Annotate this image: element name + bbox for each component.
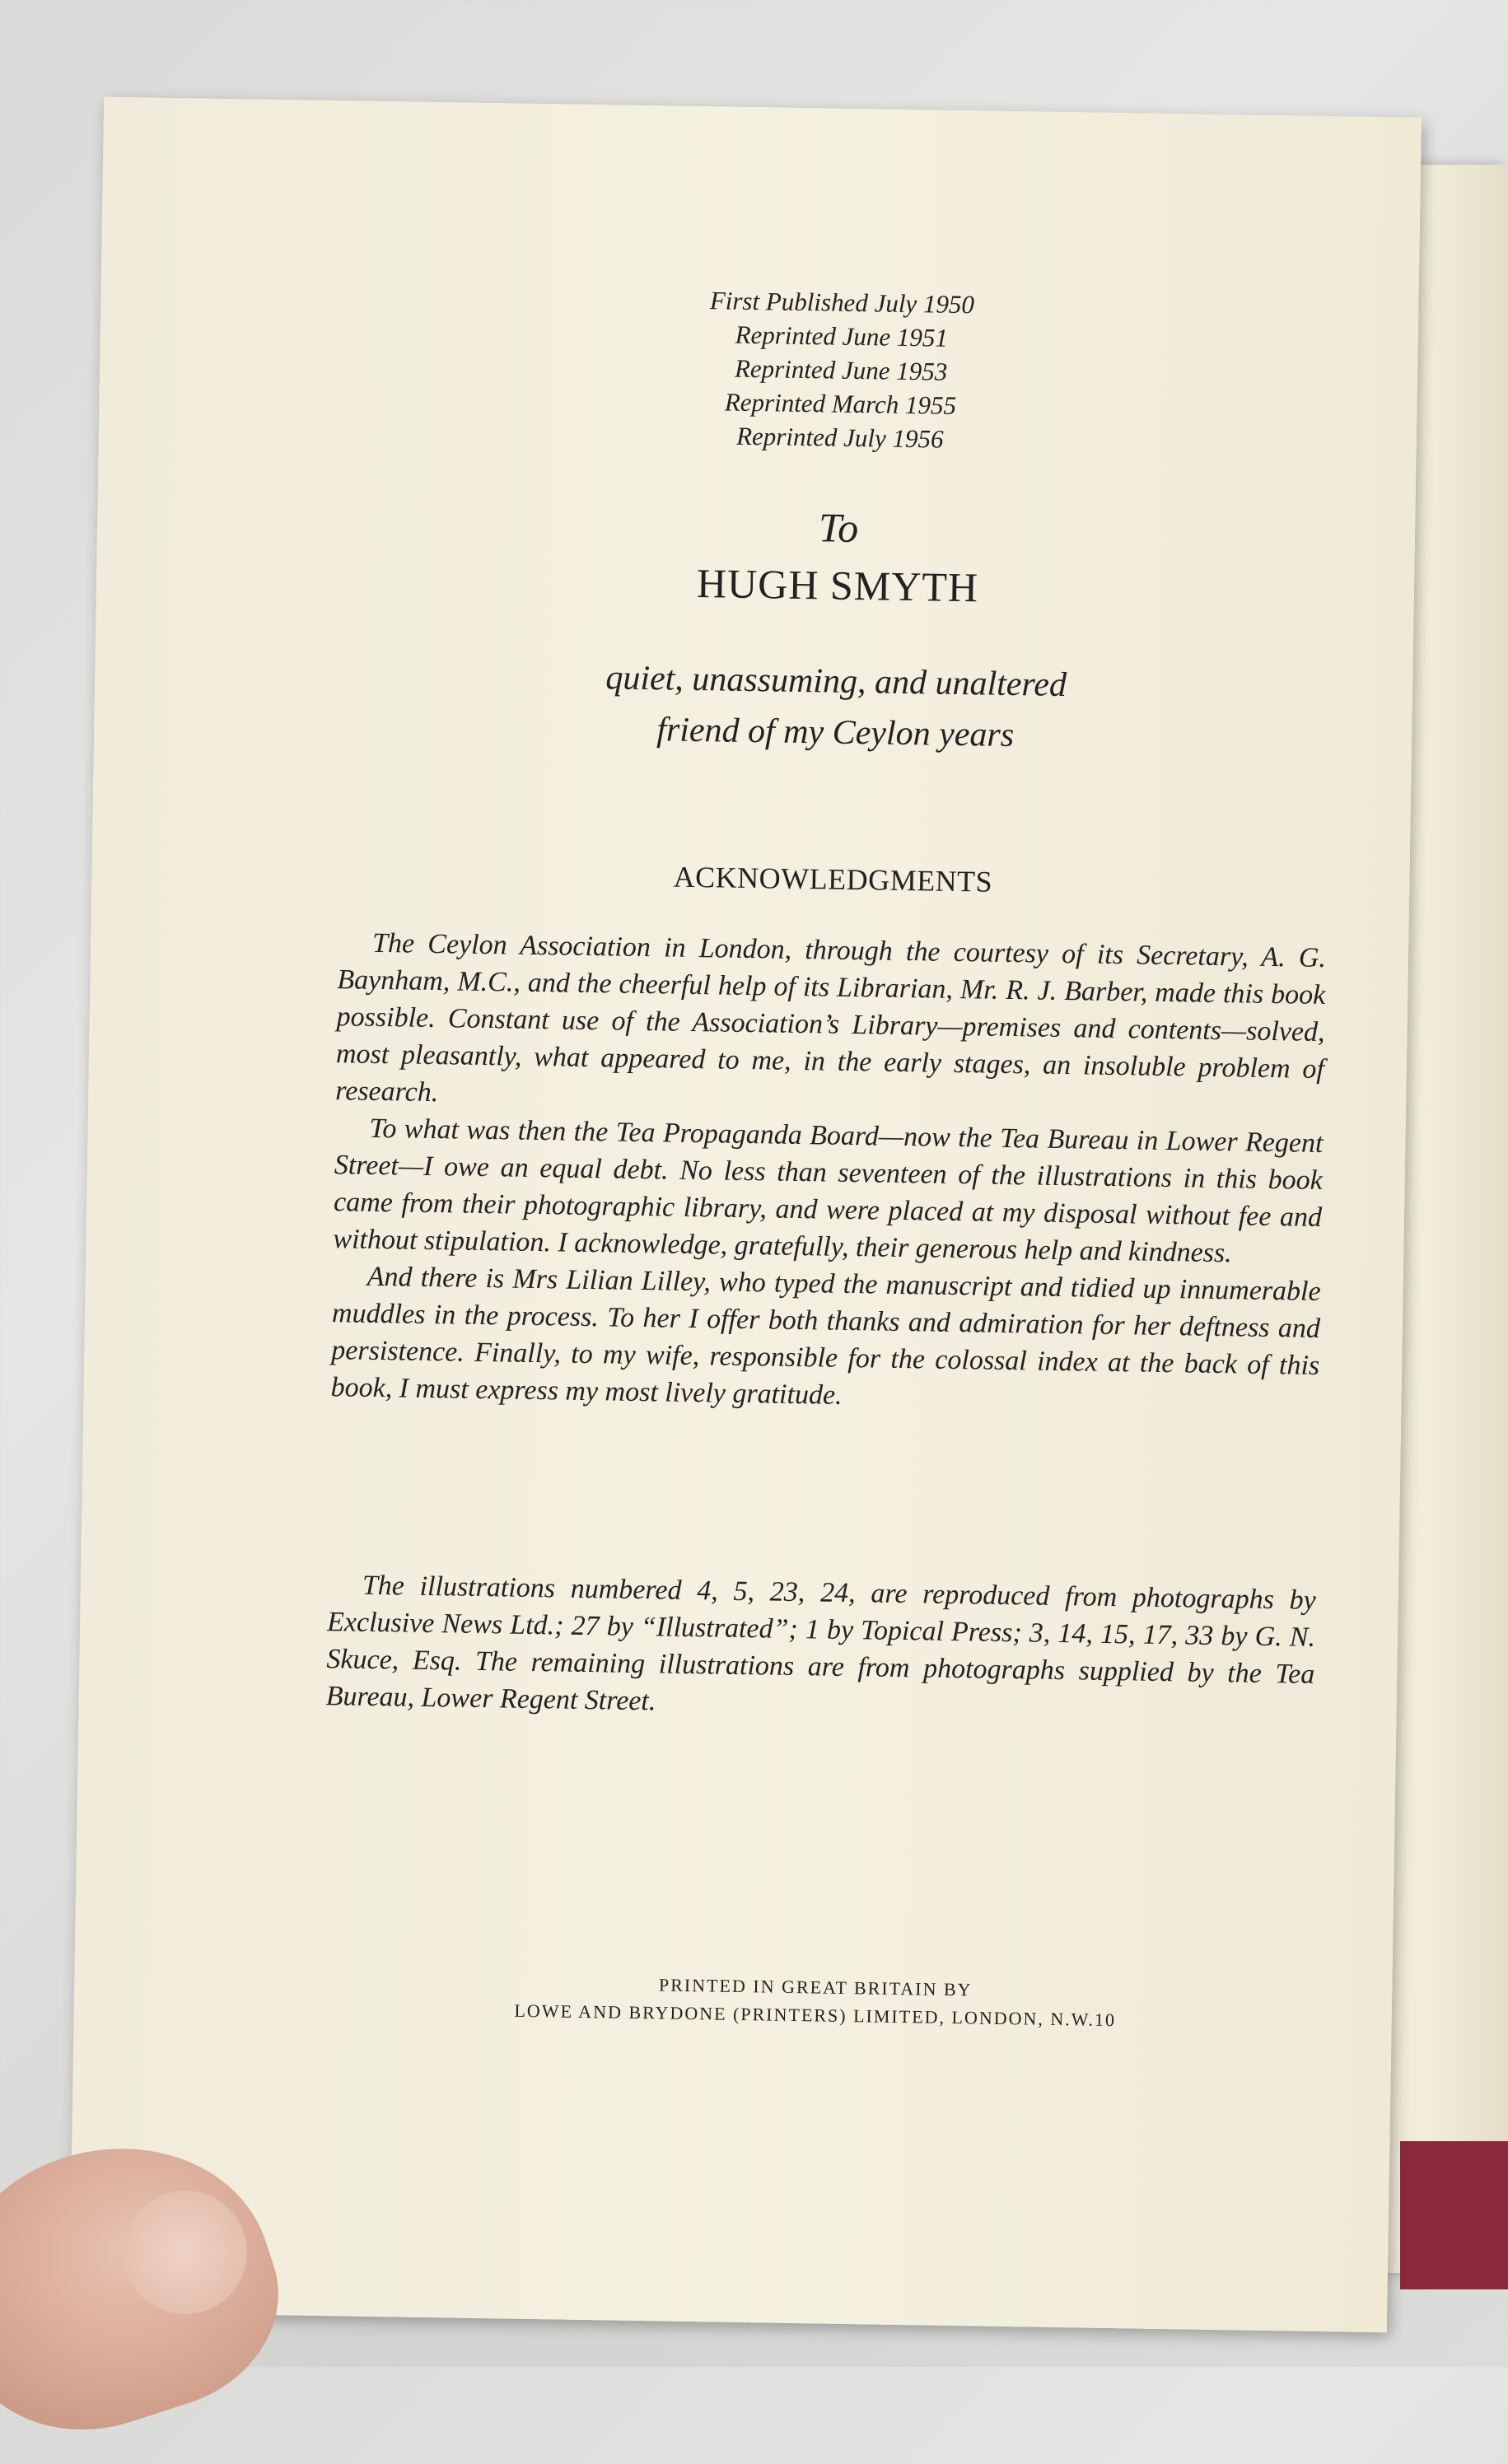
acknowledgments-paragraph: And there is Mrs Lilian Lilley, who typed the manuscript and tidied up innumerable muddles in the process. To her I offer both thanks and admiration for her deftness and persistence. Finally, to my wife, responsible for the colossal index at the back of this book, I must express my most lively gratitude. [330, 1261, 1321, 1411]
acknowledgments-paragraph: The Ceylon Association in London, through the courtesy of its Secretary, A. G. Baynham, M.C., and the cheerful help of its Librarian, Mr. R. J. Barber, made this book possible. Constant use of the Association’s Library—premises and contents—solved, most pleasantly, what appeared to me, in the early stages, an insoluble problem of research. [335, 927, 1327, 1108]
printer-imprint [239, 1964, 1393, 2038]
acknowledgments-heading: ACKNOWLEDGMENTS [673, 860, 993, 898]
dedication-line: quiet, unassuming, and unaltered [605, 659, 1067, 705]
dedication-text [259, 647, 1413, 768]
printing-history-line: Reprinted March 1955 [724, 387, 957, 420]
printing-history-line: Reprinted June 1953 [734, 353, 948, 386]
illustration-credits: The illustrations numbered 4, 5, 23, 24, are reproduced from photographs by Exclusive News Ltd.; 27 by “Illustrated”; 1 by Topical Press; 3, 14, 15, 17, 33 by G. N. Skuce, Esq. The remaining illustrations are from photographs supplied by the Tea Bureau, Lower Regent Street. [325, 1570, 1317, 1717]
book-cover-edge [1400, 2141, 1508, 2289]
printing-history-line: Reprinted July 1956 [735, 421, 944, 454]
acknowledgments-paragraph: To what was then the Tea Propaganda Board—now the Tea Bureau in Lower Regent Street—I owe an equal debt. No less than seventeen of the illustrations in this book came from their photographic library, and were placed at my disposal without fee and without stipulation. I acknowledge, gratefully, their generous help and kindness. [333, 1113, 1324, 1269]
acknowledgments-body [330, 924, 1326, 1421]
dedication-line: friend of my Ceylon years [656, 711, 1015, 755]
printer-line: PRINTED IN GREAT BRITAIN BY [658, 1974, 973, 2000]
book-page [69, 97, 1422, 2333]
printing-history-line: Reprinted June 1951 [735, 320, 949, 352]
dedication-to: To [818, 504, 859, 552]
printer-line: LOWE AND BRYDONE (PRINTERS) LIMITED, LONDON, N.W.10 [514, 2000, 1117, 2031]
dedicatee-name: HUGH SMYTH [696, 559, 979, 611]
printing-history [264, 277, 1419, 464]
printing-history-line: First Published July 1950 [709, 286, 975, 320]
